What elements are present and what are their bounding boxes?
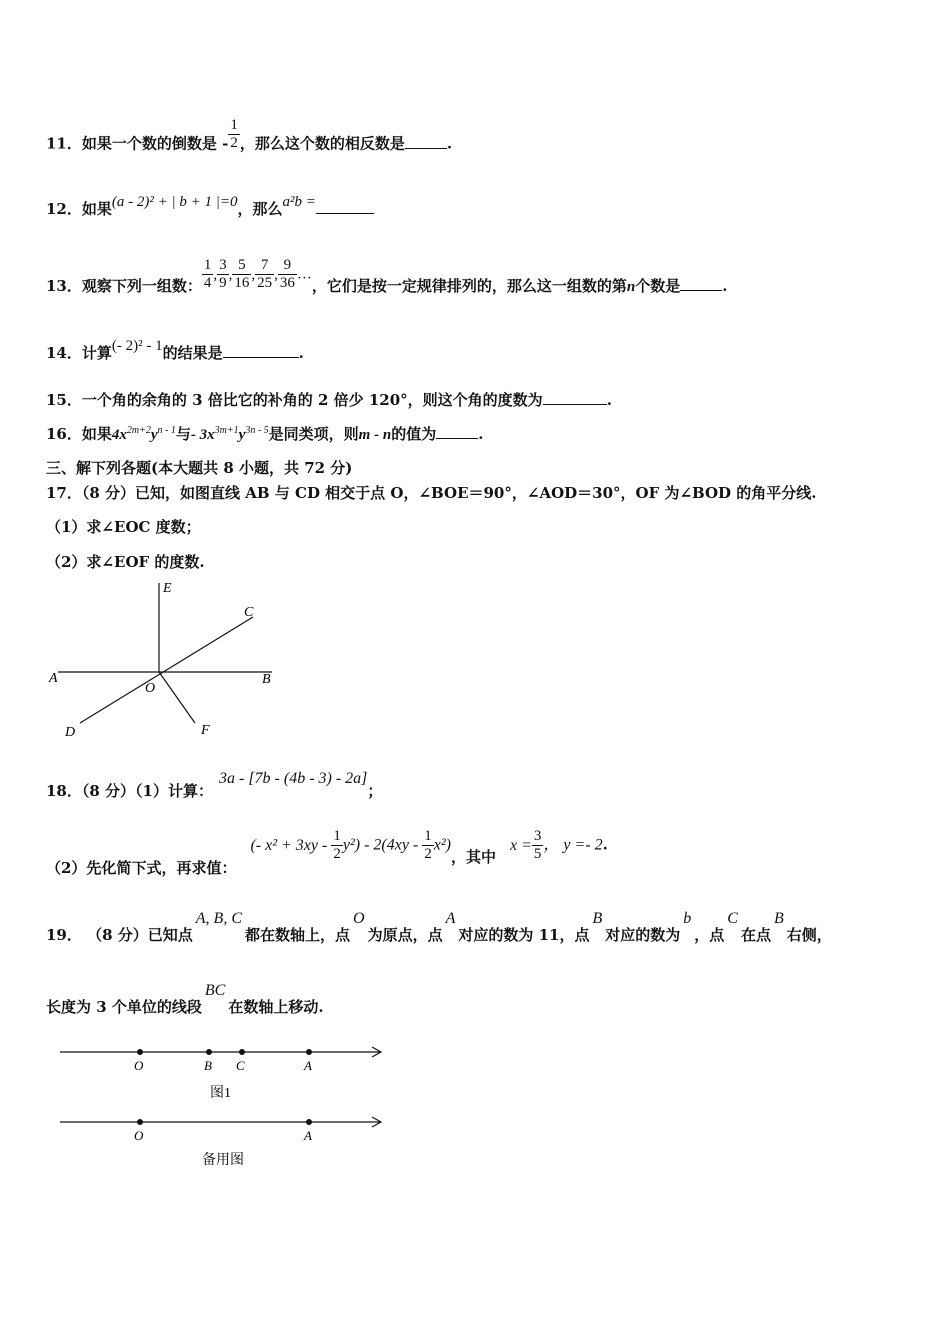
- math-variable: A: [445, 910, 456, 927]
- fraction: [532, 828, 544, 863]
- math-term: y: [150, 427, 158, 443]
- label-o: O: [134, 1128, 144, 1143]
- question-text: 对应的数为 11，点: [458, 926, 590, 944]
- variable: n: [626, 278, 636, 295]
- numerator: 1: [230, 117, 238, 133]
- point-o: [137, 1119, 143, 1125]
- angle-figure: [40, 575, 290, 745]
- fraction: [255, 257, 274, 292]
- numerator: 1: [424, 828, 432, 844]
- punctuation: .: [446, 134, 453, 153]
- question-text: （8 分）已知，如图直线 AB 与 CD 相交于点 O，∠BOE＝90°，∠AOD＝30°，OF 为∠BOD 的角平分线.: [81, 484, 817, 502]
- question-number: 17．: [46, 484, 82, 502]
- answer-blank[interactable]: [680, 276, 722, 291]
- label-b: B: [262, 672, 271, 687]
- denominator: 4: [203, 275, 212, 291]
- question-text: 的结果是: [162, 344, 223, 362]
- math-variable: O: [353, 910, 365, 927]
- question-number: 19．: [46, 926, 82, 944]
- question-19-line-2: [46, 982, 324, 1016]
- question-text: ，那么: [237, 200, 283, 218]
- exponent: 3m+1: [214, 425, 239, 436]
- section-heading: 三、解下列各题(本大题共 8 小题，共 72 分): [46, 459, 353, 477]
- math-expression: ， y =- 2: [543, 836, 603, 854]
- question-17: [46, 482, 817, 503]
- answer-blank[interactable]: [405, 134, 447, 149]
- question-number: 15．: [46, 391, 82, 409]
- fraction: [217, 257, 229, 292]
- question-text: 在数轴上移动.: [228, 998, 324, 1016]
- math-expression: (a - 2)² + | b + 1 |=0: [111, 194, 238, 210]
- question-number: 12．: [46, 200, 82, 218]
- punctuation: .: [606, 391, 612, 409]
- fraction: [202, 257, 214, 292]
- figure-1-caption: 图1: [210, 1086, 231, 1101]
- question-16: [46, 423, 483, 444]
- question-text: 为原点，点: [367, 926, 443, 944]
- question-text: 计算: [81, 344, 112, 362]
- fraction: [228, 117, 240, 152]
- question-number: 13．: [46, 276, 82, 295]
- comma: ,: [274, 266, 278, 283]
- question-text: 在点: [740, 926, 771, 944]
- fraction-sequence: [202, 257, 297, 291]
- numerator: 3: [533, 828, 542, 844]
- punctuation: .: [478, 425, 484, 443]
- math-term: - 3x: [190, 427, 215, 443]
- question-number: 18．: [46, 782, 82, 800]
- label-a: A: [304, 1058, 312, 1073]
- question-text: 如果一个数的倒数是 -: [81, 134, 229, 153]
- fraction: [278, 257, 297, 292]
- point-a: [306, 1049, 312, 1055]
- math-expression: (- x² + 3xy -: [250, 836, 332, 854]
- fraction: [232, 257, 251, 292]
- numerator: 3: [219, 257, 227, 273]
- math-expression: y²) - 2(4xy -: [342, 836, 423, 854]
- question-19: [46, 910, 832, 944]
- denominator: 2: [424, 846, 432, 862]
- numerator: 5: [232, 257, 251, 275]
- question-14: [46, 338, 304, 363]
- denominator: 36: [279, 275, 295, 291]
- denominator: 2: [333, 846, 341, 862]
- question-11: [46, 117, 453, 162]
- label-a: A: [49, 671, 58, 686]
- denominator: 9: [219, 275, 227, 291]
- numerator: 9: [278, 257, 297, 275]
- fraction: [422, 828, 434, 863]
- point-a: [306, 1119, 312, 1125]
- question-text: ，那么这个数的相反数是: [239, 134, 405, 153]
- line-cd: [80, 617, 253, 723]
- math-variable: A, B, C: [195, 910, 242, 927]
- comma: ,: [213, 266, 218, 283]
- denominator: 25: [257, 275, 273, 291]
- math-variable: b: [683, 910, 692, 927]
- question-text: （8 分）（1）计算：: [81, 782, 213, 800]
- math-expression: x =: [510, 836, 532, 854]
- label-f: F: [201, 723, 210, 738]
- comma: ,: [228, 266, 233, 283]
- question-17-part-1: （1）求∠EOC 度数；: [46, 518, 201, 536]
- question-text: ，点: [694, 926, 725, 944]
- math-term: y: [238, 427, 246, 443]
- question-text: 如果: [81, 425, 112, 443]
- point-c: [239, 1049, 245, 1055]
- question-text: 都在数轴上，点: [245, 926, 351, 944]
- question-text: 的值为: [391, 425, 437, 443]
- denominator: 16: [234, 275, 250, 291]
- question-text: 对应的数为: [605, 926, 681, 944]
- fraction: [331, 828, 343, 863]
- question-number: 16．: [46, 425, 82, 443]
- ellipsis: …: [296, 266, 312, 283]
- label-c: C: [244, 605, 254, 620]
- question-13: [46, 257, 728, 295]
- question-12: [46, 194, 374, 219]
- math-expression: x²): [433, 836, 451, 854]
- question-18-part-2: [46, 828, 608, 877]
- numerator: 1: [333, 828, 341, 844]
- numerator: 7: [255, 257, 274, 275]
- exponent: 2m+2: [126, 425, 151, 436]
- math-variable: BC: [204, 982, 226, 999]
- ray-of: [159, 672, 195, 723]
- label-b: B: [204, 1058, 212, 1073]
- question-text: 一个角的余角的 3 倍比它的补角的 2 倍少 120°，则这个角的度数为: [81, 391, 543, 409]
- denominator: 5: [533, 846, 542, 862]
- point-o: [137, 1049, 143, 1055]
- punctuation: ；: [367, 782, 383, 800]
- math-expression: m - n: [358, 427, 392, 443]
- punctuation: .: [602, 835, 608, 854]
- question-17-part-2: （2）求∠EOF 的度数.: [46, 553, 205, 571]
- question-text: 长度为 3 个单位的线段: [46, 998, 202, 1016]
- question-text: 个数是: [635, 276, 681, 295]
- exponent: 3n - 5: [245, 425, 269, 436]
- number-line-figures: [50, 1038, 390, 1173]
- label-o: O: [134, 1058, 144, 1073]
- question-text: 右侧，: [786, 926, 832, 944]
- point-b: [206, 1049, 212, 1055]
- label-a: A: [304, 1128, 312, 1143]
- punctuation: .: [722, 276, 728, 295]
- denominator: 2: [230, 135, 238, 151]
- answer-blank[interactable]: [316, 199, 374, 214]
- figure-2-caption: 备用图: [202, 1153, 244, 1168]
- label-c: C: [236, 1058, 245, 1073]
- question-text: 观察下列一组数：: [81, 276, 202, 295]
- question-number: 11．: [46, 134, 82, 153]
- question-text: （2）先化简下式，再求值：: [46, 858, 237, 877]
- question-15: [46, 389, 612, 410]
- answer-blank[interactable]: [436, 424, 478, 439]
- label-o: O: [145, 681, 156, 696]
- comma: ,: [251, 266, 256, 283]
- math-expression: (- 2)² - 1: [111, 338, 163, 354]
- question-number: 14．: [46, 344, 82, 362]
- question-text: 是同类项，则: [268, 425, 359, 443]
- question-text: ，它们是按一定规律排列的，那么这一组数的第: [311, 276, 627, 295]
- answer-blank[interactable]: [223, 343, 299, 358]
- label-e: E: [163, 581, 172, 596]
- math-expression: a²b =: [282, 194, 316, 210]
- answer-blank[interactable]: [543, 390, 607, 405]
- question-text: 如果: [81, 200, 112, 218]
- math-variable: B: [592, 910, 603, 927]
- math-expression: 3a - [7b - (4b - 3) - 2a]: [218, 770, 368, 787]
- punctuation: .: [298, 344, 304, 362]
- question-text: 与: [175, 425, 191, 443]
- math-variable: B: [773, 910, 784, 927]
- math-term: 4x: [111, 427, 127, 443]
- numerator: 1: [203, 257, 212, 273]
- label-d: D: [65, 725, 76, 740]
- math-variable: C: [727, 910, 738, 927]
- question-18: [46, 770, 383, 801]
- exponent: n - 1: [157, 425, 176, 436]
- question-text: ，其中: [451, 847, 497, 866]
- question-text: （8 分）已知点: [87, 926, 193, 944]
